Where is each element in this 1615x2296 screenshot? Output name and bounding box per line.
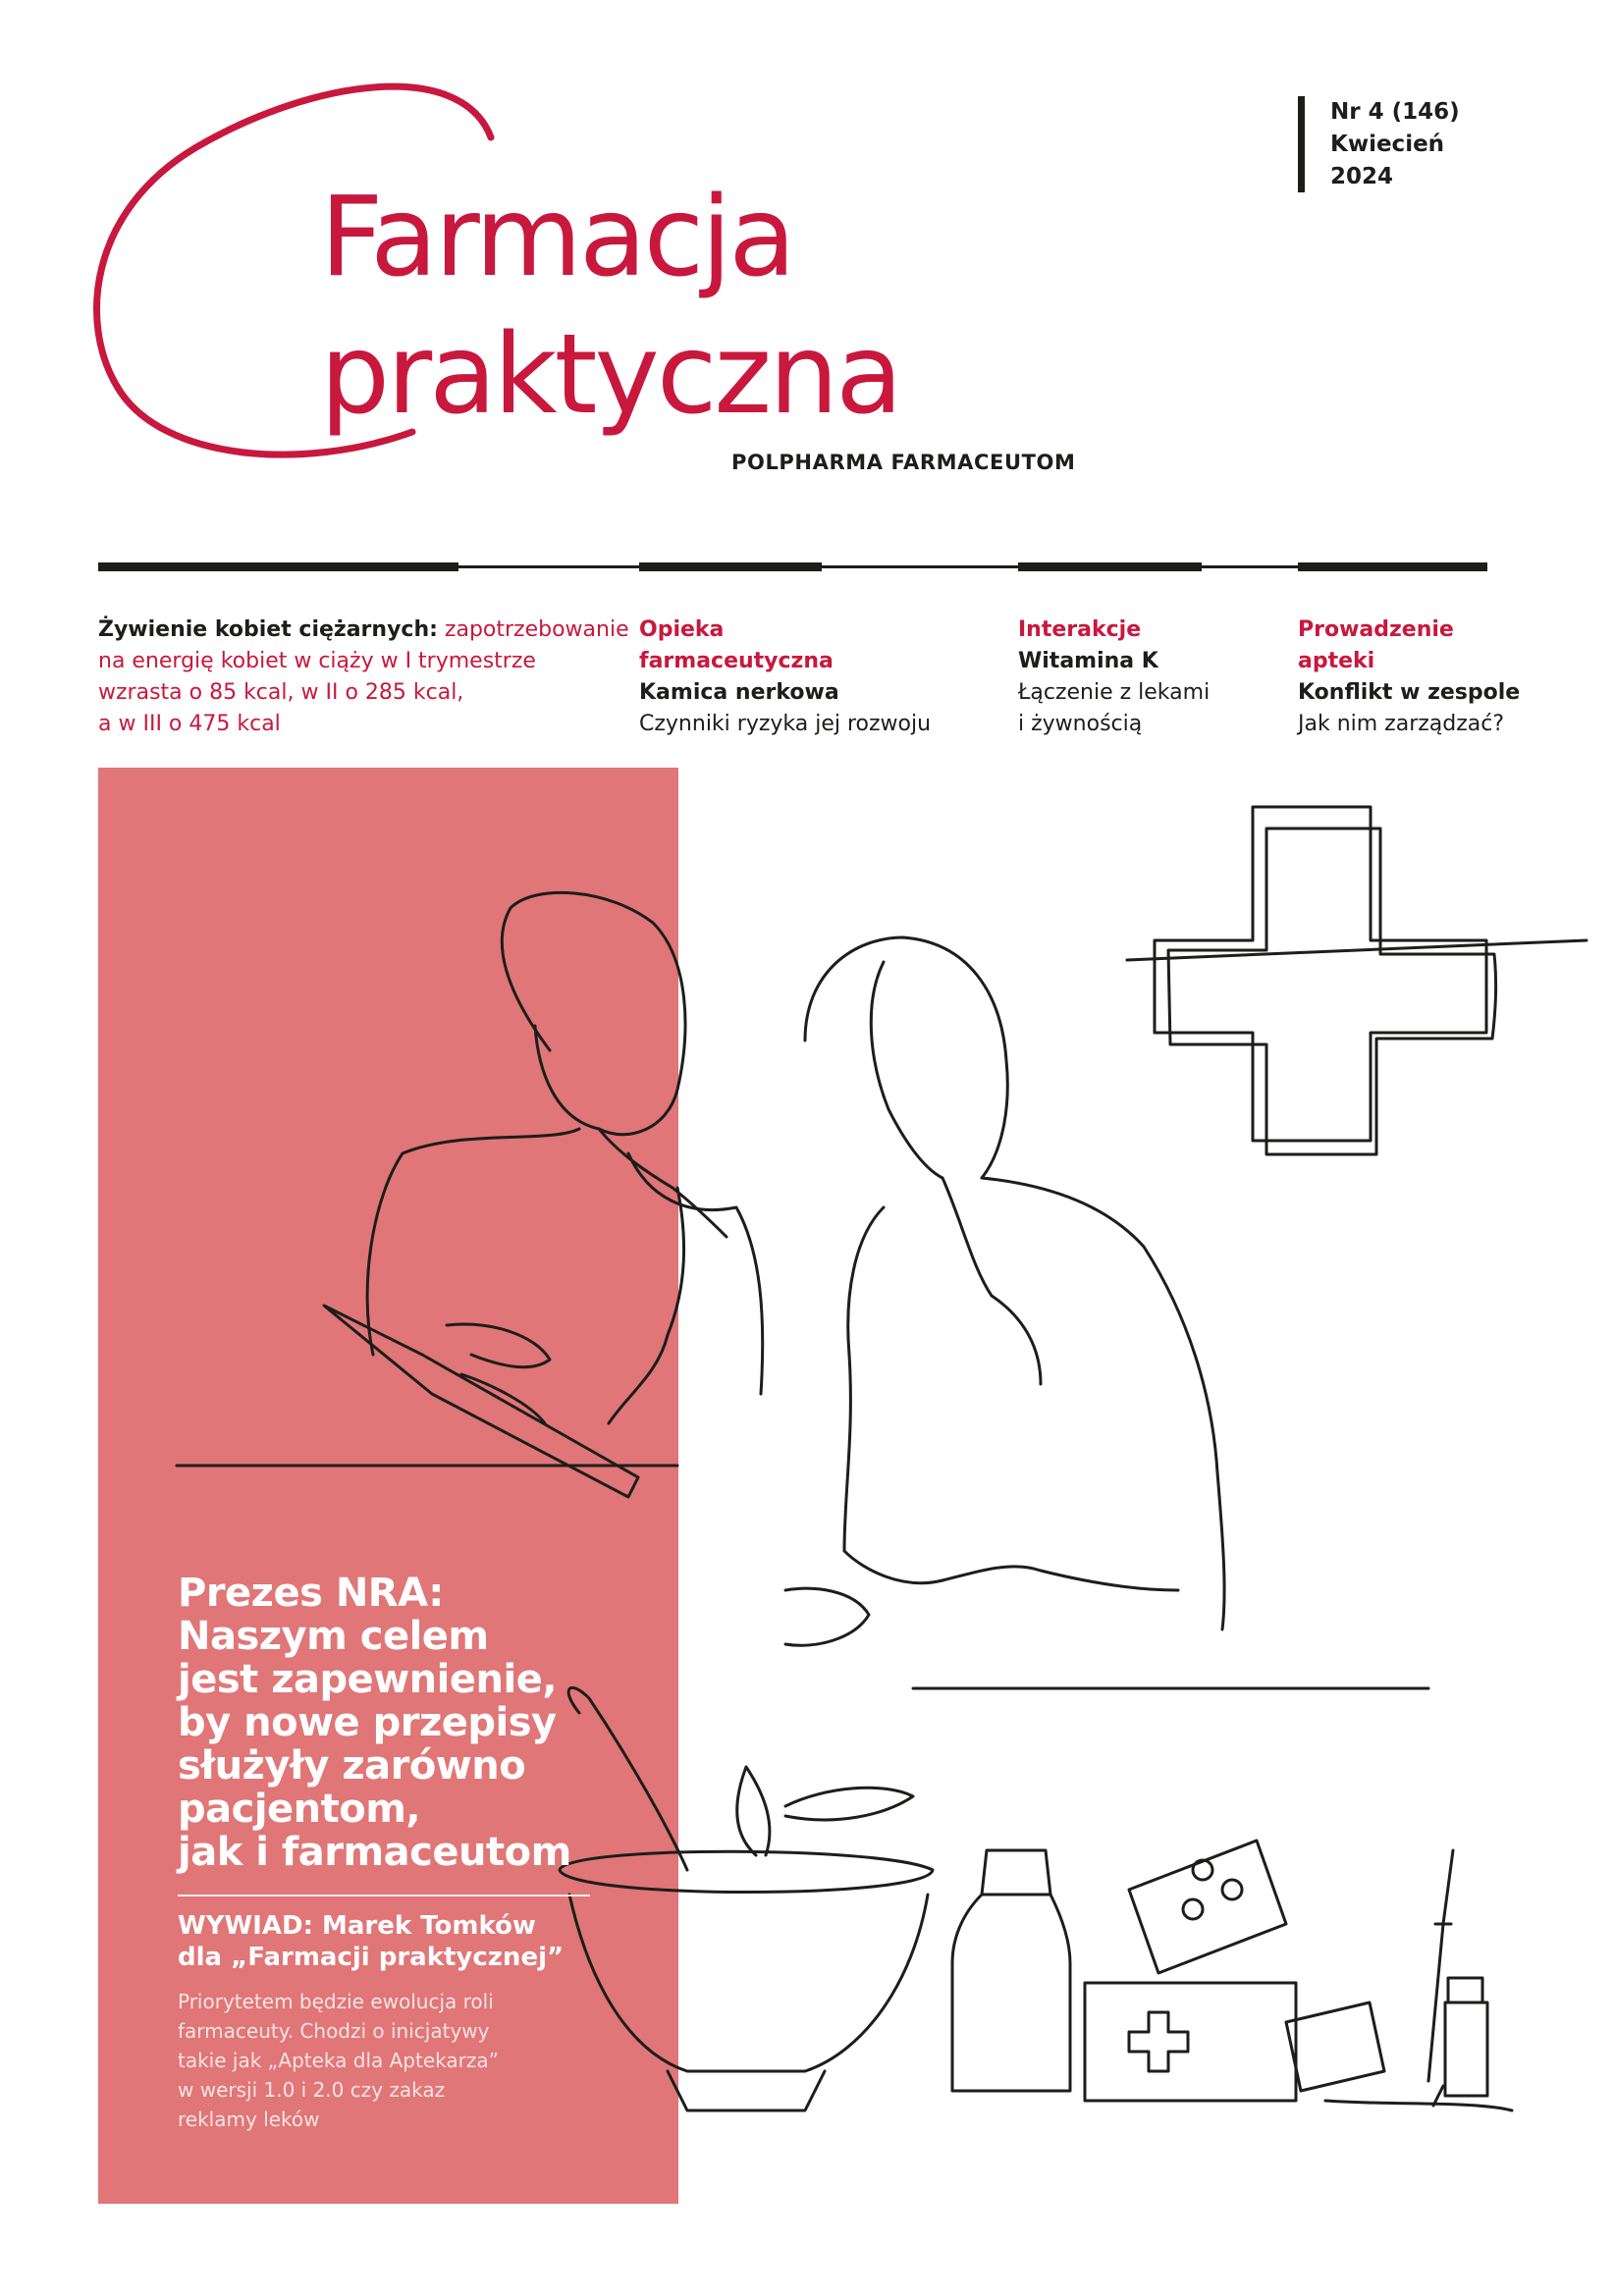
vial-icon [1325,1978,1512,2110]
issue-info [1298,96,1460,192]
teaser-category: farmaceutyczna [639,649,834,673]
interview-label [178,1910,564,1973]
headline-line: Naszym celem [178,1614,489,1659]
headline-line: jak i farmaceutom [178,1830,571,1875]
issue-month: Kwiecień [1330,132,1445,157]
teaser-text-line: na energię kobiet w ciąży w I trymestrze [98,649,536,673]
teaser-subtitle: i żywnością [1018,712,1143,736]
teaser-category: Prowadzenie [1298,617,1454,642]
cover-lead-text [178,1987,499,2134]
logo-title-line1: Farmacja [320,174,793,301]
teaser-interactions[interactable] [1018,614,1273,740]
teaser-pharma-care[interactable] [639,614,963,740]
teaser-lead-bold: Żywienie kobiet ciężarnych: [98,617,438,642]
teaser-title: Konflikt w zespole [1298,680,1521,705]
headline-line: pacjentom, [178,1787,421,1832]
interview-line: dla „Farmacji praktycznej” [178,1943,565,1972]
lead-line: farmaceuty. Chodzi o inicjatywy [178,2019,490,2043]
teaser-text-line: wzrasta o 85 kcal, w II o 285 kcal, [98,680,464,705]
teaser-title: Witamina K [1018,649,1158,673]
issue-year: 2024 [1330,164,1394,189]
customer-figure [785,937,1428,1688]
teaser-text-line: a w III o 475 kcal [98,712,281,736]
teaser-lead-rest: zapotrzebowanie [444,617,629,642]
divider-segment [639,562,822,571]
teaser-category: Interakcje [1018,617,1142,642]
divider-segment [98,562,458,571]
headline-line: służyły zarówno [178,1743,526,1789]
interview-line: WYWIAD: Marek Tomków [178,1911,536,1941]
headline-divider [178,1895,590,1896]
medicine-box-icon [1085,1841,1384,2101]
lead-line: Priorytetem będzie ewolucja roli [178,1990,494,2013]
medicine-bottle-icon [952,1850,1070,2091]
teaser-subtitle: Jak nim zarządzać? [1298,712,1505,736]
logo-title-line2: praktyczna [320,311,900,439]
lead-line: w wersji 1.0 i 2.0 czy zakaz [178,2078,446,2102]
teaser-pharmacy-management[interactable] [1298,614,1592,740]
issue-number: Nr 4 (146) [1330,99,1460,125]
teaser-category: apteki [1298,649,1375,673]
logo-subtitle: POLPHARMA FARMACEUTOM [731,451,1076,474]
syringe-icon [1428,1850,1453,2106]
teaser-nutrition[interactable] [98,614,629,740]
lead-line: takie jak „Apteka dla Aptekarza” [178,2049,499,2072]
headline-line: jest zapewnienie, [178,1657,558,1702]
teaser-subtitle: Łączenie z lekami [1018,680,1211,705]
divider-segment [1018,562,1202,571]
teaser-subtitle: Czynniki ryzyka jej rozwoju [639,712,932,736]
lead-line: reklamy leków [178,2108,320,2131]
headline-line: Prezes NRA: [178,1571,444,1616]
headline-line: by nowe przepisy [178,1700,557,1745]
cover-headline[interactable] [178,1572,571,1874]
teaser-title: Kamica nerkowa [639,680,839,705]
pharmacy-cross-icon [1127,807,1587,1154]
divider-segment [1298,562,1487,571]
teaser-category: Opieka [639,617,725,642]
